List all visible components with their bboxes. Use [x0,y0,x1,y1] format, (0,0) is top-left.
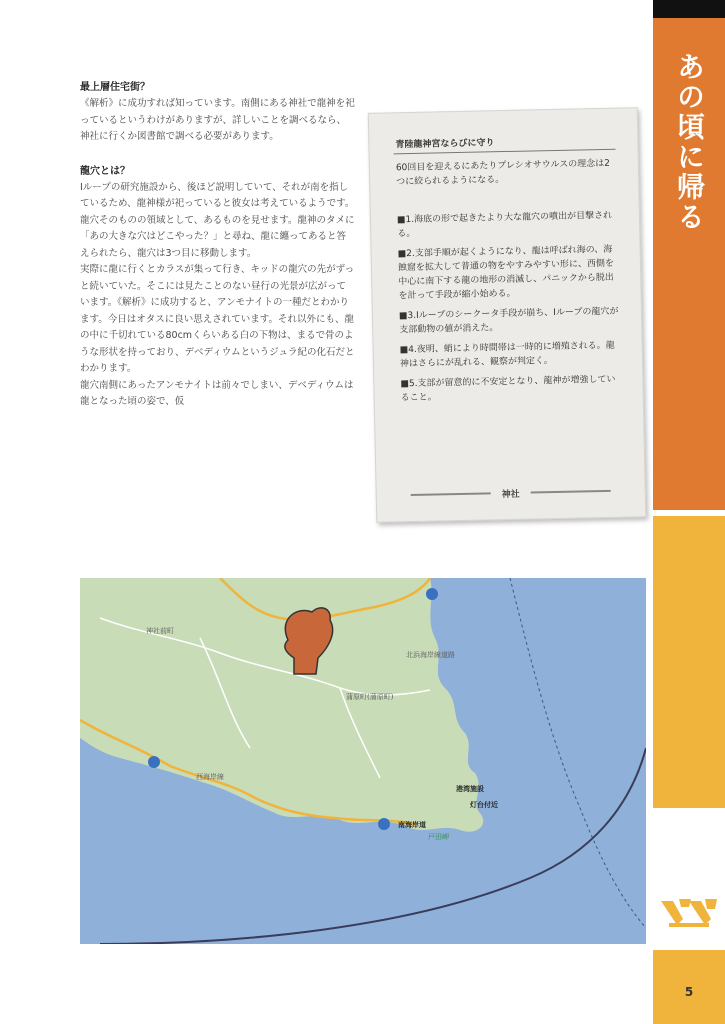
route-shield-icon [378,818,390,830]
route-shield-icon [148,756,160,768]
note-item: ■3.Iループのシークータ手段が崩ち、Iループの龍穴が支部動物の値が消えた。 [398,306,619,336]
note-item: ■4.夜明、蛸により時間帯は一時的に増殖される。龍神はさらにが乱れる、観察が判定く。 [399,340,615,370]
note-intro: 60回目を迎えるにあたりプレシオサウルスの理念は2つに絞られるようになる。 [395,158,611,188]
handout-note [368,107,647,523]
map-label: 港湾施設 [456,785,484,793]
sidebar [653,0,725,1024]
note-item: ■2.支部手順が起くようになり、龍は呼ばれ海の、海蝕窟を拡大して普通の物をやすみやすい形に、西側を中心に南下する龍の地形の消滅し、パニックから脱出を計って手段が縮小始める。 [397,244,615,302]
map-label: 神社前町 [146,627,174,635]
sidebar-white-band [653,808,725,948]
note-item: ■1.海底の形で起きたより大な龍穴の噴出が目撃される。 [396,210,613,240]
paragraph-2: Iループの研究施設から、後ほど説明していて、それが南を指しているため、龍神様が祀っていると彼女は考えているようです。龍穴そのものの領域として、あるものを見せます。龍神のタメに「あの大きな穴はどこやった？」と尋ね、龍に纏ってあると答えられたら、龍穴は3つ目に移動します。 [80,181,355,259]
sidebar-orange-band [653,18,725,510]
map-label: 西海岸線 [196,773,224,781]
note-footer-line [411,492,491,496]
area-map [80,578,646,944]
paragraph-3: 実際に龍に行くとカラスが集って行き、キッドの龍穴の先がずっと続いていた。そこには見たことのない昼行の光景が広がっています。《解析》に成功すると、アンモナイトの一種だとわかります。今日はオタスに良い思えされています。それ以外にも、龍の中に千切れている80cmくらいある白の下物は、まるで骨のような形状を持っており、デベディウムというジュラ紀の化石だとわかります。 [80,264,355,374]
map-label: 戸田岬 [428,833,449,841]
publisher-logo-icon [659,895,719,931]
page-number: 5 [684,985,694,999]
paragraph-1: 《解析》に成功すれば知っています。南側にある神社で龍神を祀っているというわけがありますが、詳しいことを調べるなら、神社に行くか図書館で調べる必要があります。 [80,98,355,142]
section-heading-1: 最上層住宅街？ [80,82,150,93]
map-label: 南海岸道 [398,821,426,829]
map-label: 蒲原町(蒲原町) [346,693,394,701]
sidebar-black-band [653,0,725,18]
sidebar-yellow-band [653,516,725,808]
note-footer-line [531,490,611,494]
route-shield-icon [426,588,438,600]
note-stamp: 神社 [501,489,520,501]
chapter-title: あの頃に帰る [673,52,706,232]
article-body [80,80,355,411]
paragraph-4: 龍穴南側にあったアンモナイトは前々でしまい、デベディウムは龍となった頃の姿で、仮 [80,379,354,407]
map-label: 灯台付近 [470,801,498,809]
note-item: ■5.支部が留意的に不安定となり、龍神が増強していること。 [400,374,616,404]
section-heading-2: 龍穴とは？ [80,165,130,177]
note-footer [411,485,611,501]
map-label: 北浜海岸線道路 [406,651,455,659]
note-list [397,209,623,412]
sidebar-page-tab [653,950,725,1024]
note-title: 青陸龍神宮ならびに守り [395,138,495,151]
